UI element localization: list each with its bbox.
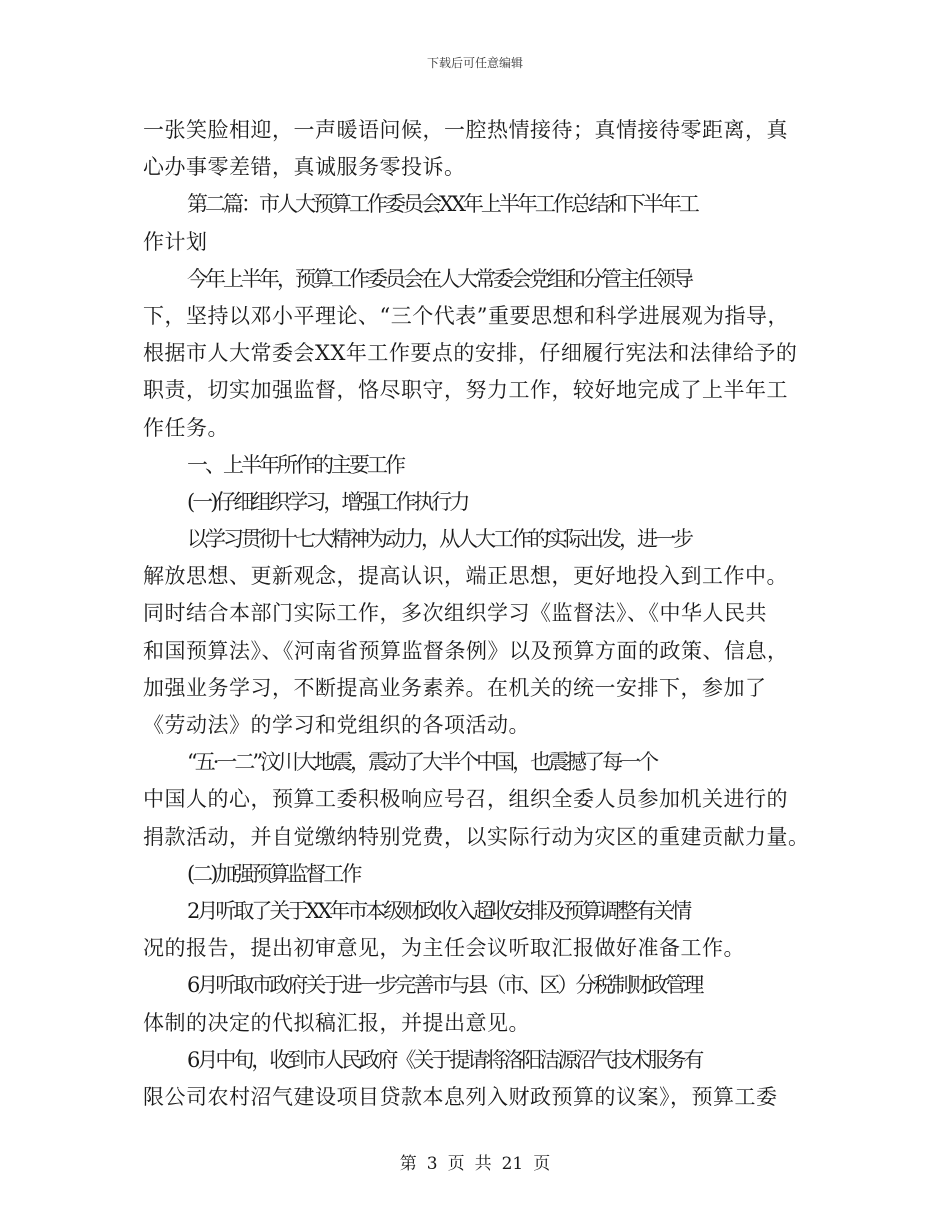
- text-line: 6月听取市政府关于进一步完善市与县（市、区）分税制财政管理: [187, 973, 702, 998]
- text-line: 一、上半年所作的主要工作: [187, 452, 403, 477]
- text-line: 2月听取了关于XX年市本级财政收入超收安排及预算调整有关情: [187, 898, 690, 923]
- text-line: 捐款活动，并自觉缴纳特别党费，以实际行动为灾区的重建贡献力量。: [143, 824, 810, 849]
- text-line: 第二篇：市人大预算工作委员会XX年上半年工作总结和下半年工: [187, 192, 697, 217]
- text-line: 一张笑脸相迎，一声暖语问候，一腔热情接待；真情接待零距离，真: [143, 118, 788, 142]
- text-line: 《劳动法》的学习和党组织的各项活动。: [143, 713, 530, 737]
- text-line: (一)仔细组织学习，增强工作执行力: [187, 489, 468, 514]
- text-line: 和国预算法》、《河南省预算监督条例》以及预算方面的政策、信息，: [143, 638, 789, 663]
- footer-page-label: 第: [399, 1154, 417, 1174]
- text-line: 以学习贯彻十七大精神为动力，从人大工作的实际出发，进一步: [187, 527, 691, 552]
- text-line: 解放思想、更新观念，提高认识，端正思想，更好地投入到工作中。: [143, 564, 788, 589]
- text-line: 下，坚持以邓小平理论、“三个代表”重要思想和科学进展观为指导，: [143, 303, 789, 328]
- footer-total-pages: 21: [501, 1154, 524, 1174]
- footer-current-page: 3: [426, 1154, 438, 1174]
- text-line: “五·一二”汶川大地震，震动了大半个中国，也震撼了每一个: [187, 750, 657, 775]
- text-line: 中国人的心，预算工委积极响应号召，组织全委人员参加机关进行的: [143, 787, 788, 812]
- page-header: 下载后可任意编辑: [426, 56, 523, 70]
- text-line: 体制的决定的代拟稿汇报，并提出意见。: [143, 1010, 530, 1035]
- text-line: 根据市人大常委会XX年工作要点的安排，仔细履行宪法和法律给予的: [143, 341, 798, 366]
- text-line: 作任务。: [143, 415, 229, 440]
- footer-total-label: 共: [474, 1154, 492, 1174]
- text-line: 心办事零差错，真诚服务零投诉。: [143, 155, 466, 180]
- text-line: 限公司农村沼气建设项目贷款本息列入财政预算的议案》，预算工委: [143, 1084, 778, 1109]
- text-line: 况的报告，提出初审意见，为主任会议听取汇报做好准备工作。: [143, 936, 745, 961]
- text-line: (二)加强预算监督工作: [187, 861, 360, 886]
- document-body: [143, 112, 813, 1116]
- footer-total-unit: 页: [533, 1154, 551, 1174]
- text-line: 职责，切实加强监督，恪尽职守，努力工作，较好地完成了上半年工: [143, 378, 788, 403]
- text-line: 同时结合本部门实际工作，多次组织学习《监督法》、《中华人民共: [143, 601, 767, 626]
- page-footer: [0, 1153, 950, 1175]
- text-line: 加强业务学习，不断提高业务素养。在机关的统一安排下，参加了: [143, 675, 767, 700]
- text-line: 今年上半年，预算工作委员会在人大常委会党组和分管主任领导: [187, 266, 691, 291]
- text-line: 作计划: [143, 229, 208, 254]
- footer-page-unit: 页: [447, 1154, 465, 1174]
- text-line: 6月中旬，收到市人民政府《关于提请将洛阳洁源沼气技术服务有: [187, 1047, 702, 1072]
